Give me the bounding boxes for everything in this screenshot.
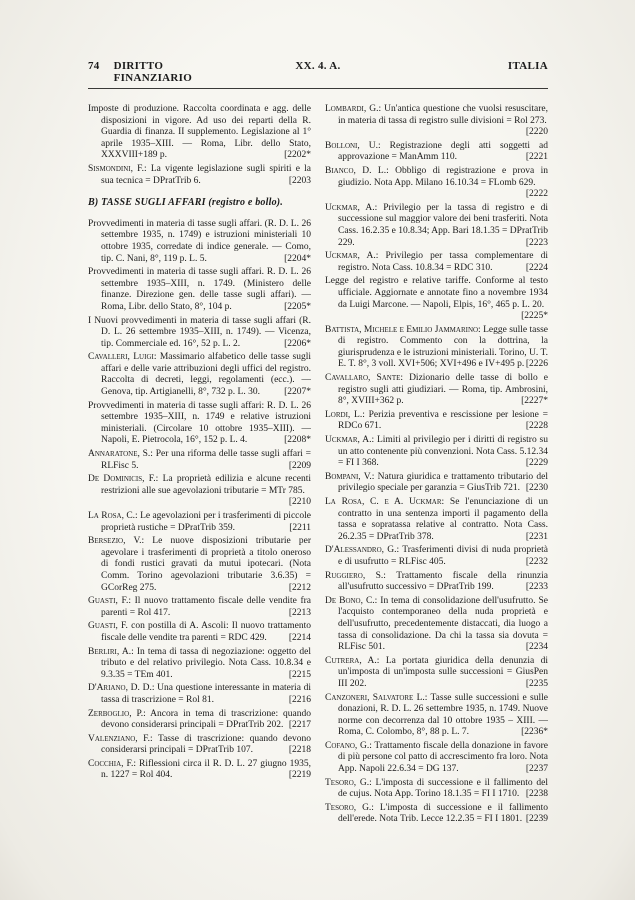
entry-ref-number: [2207* — [284, 387, 311, 398]
entry-ref-number: [2238 — [525, 789, 548, 800]
entry-text: Tasse sulle successioni e sulle donazioni, R. D. L. 26 settembre 1935, n. 1749. Nuove norme con decorrenza dal 10 ottobre 1935 – XIII. — Roma, C. Colombo, 8°, 88 p. L. 7. — [338, 692, 548, 738]
entry-ref-number: [2215 — [288, 669, 311, 680]
bibliography-entry — [88, 449, 311, 472]
entry-author: Tesoro, G.: — [325, 802, 374, 813]
section-code: XX. 4. A. — [295, 60, 341, 72]
bibliography-entry — [88, 267, 311, 313]
bibliography-columns — [88, 104, 548, 828]
entry-author: Bolloni, U.: — [325, 140, 381, 151]
header-rule — [88, 88, 548, 89]
entry-ref-number: [2230 — [525, 483, 548, 494]
entry-text: L'imposta di successione e il fallimento del de cujus. Nota App. Torino 18.1.35 = FI I 1710. — [338, 777, 548, 800]
entry-text: Tasse di trascrizione: quando devono considerarsi principali = DPratTrib 107. — [101, 733, 311, 756]
entry-author: D'Alessandro, G.: — [325, 545, 400, 556]
entry-text: Limiti al privilegio per i diritti di registro su un atto contenente più convenzioni. Nota Cass. 5.12.34 = FI I 368. — [338, 435, 548, 469]
entry-author: Sismondini, F.: — [88, 163, 147, 174]
page-header — [88, 60, 548, 84]
entry-text: Dizionario delle tasse di bollo e registro sugli atti giudiziari. — Roma, tip. Ambrosini, 8°, XVIII+362 p. — [338, 373, 548, 407]
entry-ref-number: [2206* — [284, 338, 311, 349]
entry-text: Natura giuridica e trattamento tributario del privilegio speciale per garanzia = GiusTrib 721. — [338, 471, 548, 494]
entry-author: Guasti, F.: — [88, 596, 132, 607]
entry-ref-number: [2236* — [521, 727, 548, 738]
entry-text: con postilla di A. Ascoli: Il nuovo trattamento fiscale delle vendite tra parenti = RDC 429. — [101, 621, 311, 643]
entry-ref-number: [2220 — [525, 127, 548, 138]
entry-author: Battista, Michele e Emilio Jammarino: — [325, 324, 481, 335]
entry-ref-number: [2224 — [525, 262, 548, 273]
entry-ref-number: [2203 — [288, 175, 311, 186]
entry-author: La Rosa, C. e A. Uckmar: — [325, 497, 445, 507]
entry-text: La portata giuridica della denunzia di un'imposta di un'imposta sulle successioni = GiusPen III 202. — [338, 655, 548, 689]
entry-ref-number: [2239 — [525, 814, 548, 825]
entry-author: Ruggiero, S.: — [325, 570, 386, 581]
entry-author: Uckmar, A.: — [325, 435, 375, 446]
bibliography-entry — [325, 276, 548, 322]
bibliography-entry — [325, 472, 548, 495]
entry-author: De Dominicis, F.: — [88, 474, 159, 485]
entry-ref-number: [2211 — [289, 522, 311, 533]
entry-author: Cofano, G.: — [325, 740, 372, 751]
entry-text: Obbligo di registrazione e prova in giudizio. Nota App. Milano 16.10.34 = FLomb 629. — [338, 165, 548, 188]
entry-text: I Nuovi provvedimenti in materia di tasse sugli affari (R. D. L. 26 settembre 1935–XIII, n. 1749). — Vicenza, tip. Commerciale ed. 16°, 52 p. L. 2. — [88, 315, 311, 349]
bibliography-entry — [325, 325, 548, 371]
entry-ref-number: [2202* — [284, 150, 311, 161]
bibliography-entry — [325, 435, 548, 470]
country-label: ITALIA — [507, 60, 548, 72]
entry-author: Canzoneri, Salvatore L.: — [325, 692, 428, 703]
bibliography-entry — [88, 316, 311, 351]
bibliography-entry — [325, 596, 548, 654]
entry-text: Le agevolazioni per i trasferimenti di piccole proprietà rustiche = DPratTrib 359. — [101, 511, 311, 533]
entry-ref-number: [2219 — [288, 770, 311, 781]
bibliography-entry — [88, 352, 311, 398]
entry-text: La proprietà edilizia e alcune recenti restrizioni alle sue agevolazioni tributarie = MTr 785. — [101, 474, 311, 496]
entry-ref-number: [2212 — [288, 582, 311, 593]
entry-text: La vigente legislazione sugli spiriti e la sua tecnica = DPratTrib 6. — [101, 163, 311, 186]
entry-ref-number: [2222 — [525, 189, 548, 200]
entry-ref-number: [2232 — [525, 556, 548, 567]
entry-ref-number: [2233 — [525, 582, 548, 593]
entry-text: Legge del registro e relative tariffe. Conforme al testo ufficiale. Aggiornate e annotate fino a novembre 1934 da Luigi Marcone. — Napoli, Elpis, 16°, 465 p. L. 20. — [325, 276, 548, 310]
entry-text: Provvedimenti in materia di tasse sugli affari. (R. D. L. 26 settembre 1935, n. 1749) e istruzioni ministeriali 10 ottobre 1935, corredate di indice generale. — Como, tip. C. Nani, 8°, 119 p. L. 5. — [88, 218, 311, 264]
bibliography-entry — [88, 596, 311, 619]
entry-text: Perizia preventiva e rescissione per lesione = RDCo 671. — [338, 409, 548, 432]
entry-author: D'Ariano, D. D.: — [88, 683, 155, 694]
header-left-group — [88, 60, 241, 84]
entry-text: Provvedimenti in materia di tasse sugli affari. R. D. L. 26 settembre 1935–XIII, n. 1749. (Ministero delle finanze. Direzione gen. delle tasse sugli affari). — Roma, Libr. dello Stato, 8°, 104 p. — [88, 267, 311, 312]
entry-ref-number: [2234 — [525, 642, 548, 653]
entry-ref-number: [2225* — [521, 311, 548, 322]
entry-text: Una questione interessante in materia di tassa di trascrizione = Rol 81. — [101, 683, 311, 705]
bibliography-entry — [88, 647, 311, 682]
right-column — [325, 104, 548, 828]
bibliography-entry — [88, 536, 311, 594]
entry-ref-number: [2208* — [284, 435, 311, 446]
entry-ref-number: [2229 — [525, 458, 548, 469]
entry-author: Cocchia, F.: — [88, 758, 137, 769]
bibliography-entry — [325, 803, 548, 826]
entry-ref-number: [2217 — [288, 720, 311, 731]
entry-text: Trattamento fiscale della rinunzia all'usufrutto successivo = DPratTrib 199. — [338, 570, 548, 593]
bibliography-entry — [88, 709, 311, 732]
bibliography-entry — [88, 621, 311, 644]
bibliography-entry — [88, 164, 311, 187]
entry-text: L'imposta di successione e il fallimento dell'erede. Nota Trib. Lecce 12.2.35 = FI I 1801. — [338, 802, 548, 825]
entry-author: Bompani, V.: — [325, 471, 375, 482]
entry-text: Provvedimenti in materia di tasse sugli affari: R. D. L. 26 settembre 1935–XIII, n. 1749 e relative istruzioni ministeriali. (Circolare 10 ottobre 1935–XIII). — Napoli, E. Pietrocola, 16°, 152 p. L. 4. — [88, 400, 311, 446]
entry-author: Guasti, F. — [88, 621, 128, 632]
entry-author: Cutrera, A.: — [325, 655, 380, 666]
entry-author: Lombardi, G.: — [325, 104, 382, 114]
bibliography-entry — [325, 656, 548, 691]
entry-author: Cavallaro, Sante: — [325, 373, 404, 384]
entry-ref-number: [2221 — [525, 152, 548, 163]
entry-text: Le nuove disposizioni tributarie per agevolare i trasferimenti di proprietà a titolo oneroso di fondi rustici gravati da mutui ipotecari. (Nota Comm. Torino agevolazioni tributarie 3.6.35) = GCorReg 275. — [101, 536, 311, 593]
entry-text: Se l'enunciazione di un contratto in una sentenza importi il pagamento della tassa e sopratassa relative al contratto. Nota Cass. 26.2.35 = DPratTrib 378. — [338, 497, 548, 542]
entry-ref-number: [2227* — [521, 396, 548, 407]
entry-author: Uckmar, A.: — [325, 251, 379, 262]
bibliography-entry — [88, 683, 311, 706]
entry-author: Bersezio, V.: — [88, 536, 145, 547]
entry-text: Trattamento fiscale della donazione in favore di più persone col patto di accrescimento fra loro. Nota App. Napoli 22.6.34 = DG 137. — [338, 740, 548, 775]
bibliography-entry — [88, 104, 311, 162]
bibliography-entry — [88, 759, 311, 782]
entry-author: Lordi, L.: — [325, 409, 365, 420]
entry-author: Berliri, A.: — [88, 646, 134, 657]
entry-author: Annaratone, S.: — [88, 449, 153, 460]
bibliography-entry — [325, 166, 548, 201]
bibliography-entry — [325, 373, 548, 408]
bibliography-entry — [325, 497, 548, 543]
entry-author: Bianco, D. L.: — [325, 165, 389, 176]
bibliography-entry — [325, 251, 548, 274]
entry-author: Tesoro, G.: — [325, 777, 372, 788]
entry-ref-number: [2204* — [284, 253, 311, 264]
entry-ref-number: [2216 — [288, 694, 311, 705]
bibliography-entry — [88, 474, 311, 509]
entry-ref-number: [2228 — [525, 421, 548, 432]
entry-ref-number: [2218 — [288, 745, 311, 756]
bibliography-entry — [325, 203, 548, 249]
entry-ref-number: [2226 — [525, 359, 548, 370]
entry-text: Trasferimenti divisi di nuda proprietà e di usufrutto = RLFisc 405. — [338, 545, 548, 567]
left-column — [88, 104, 311, 828]
entry-text: Legge sulle tasse di registro. Commento con la dottrina, la giurisprudenza e le istruzioni ministeriali. Torino, U. T. E. T. 8°, 3 voll. XVI+506; XVI+496 e IV+495 p. — [338, 324, 548, 370]
bibliography-entry — [88, 401, 311, 447]
entry-ref-number: [2209 — [288, 460, 311, 471]
entry-author: La Rosa, C.: — [88, 511, 138, 521]
entry-text: Privilegio per tassa complementare di registro. Nota Cass. 10.8.34 = RDC 310. — [338, 251, 548, 273]
bibliography-entry — [325, 104, 548, 139]
bibliography-entry — [325, 693, 548, 739]
page-number: 74 — [88, 60, 100, 72]
entry-text: Privilegio per la tassa di registro e di successione sul maggior valore dei beni trasferiti. Nota Cass. 16.2.35 e 10.8.34; App. Bari 18.1.35 = DPratTrib 229. — [338, 202, 548, 248]
bibliography-entry — [325, 778, 548, 801]
bibliography-entry — [325, 571, 548, 594]
entry-text: Il nuovo trattamento fiscale delle vendite fra parenti = Rol 417. — [101, 596, 311, 618]
entry-ref-number: [2205* — [284, 301, 311, 312]
entry-ref-number: [2231 — [525, 531, 548, 542]
entry-author: Zerboglio, P.: — [88, 708, 146, 719]
entry-text: Un'antica questione che vuolsi resuscitare, in materia di tassa di registro sulle divisioni = Rol 273. — [338, 104, 548, 126]
entry-text: In tema di tassa di negoziazione: oggetto del tributo e del relativo privilegio. Nota Cass. 10.8.34 e 9.3.35 = TEm 401. — [101, 646, 311, 680]
entry-ref-number: [2213 — [288, 607, 311, 618]
entry-ref-number: [2210 — [288, 497, 311, 508]
entry-author: De Bono, C.: — [325, 595, 378, 606]
entry-author: Valenziano, F.: — [88, 733, 153, 744]
bibliography-entry — [88, 511, 311, 534]
entry-ref-number: [2214 — [288, 632, 311, 643]
entry-text: Massimario alfabetico delle tasse sugli affari e delle varie attribuzioni degli uffici del registro. Raccolta di decreti, leggi, regolamenti (ecc.). — Genova, tip. Artigianelli, 8°, 732 p. L. 30. — [101, 352, 311, 398]
entry-text: Registrazione degli atti soggetti ad approvazione = ManAmm 110. — [338, 140, 548, 163]
entry-author: Cavalleri, Luigi: — [88, 352, 157, 363]
section-heading: B) TASSE SUGLI AFFARI (registro e bollo). — [88, 197, 284, 209]
bibliography-entry — [325, 141, 548, 164]
entry-text: Riflessioni circa il R. D. L. 27 giugno 1935, n. 1227 = Rol 404. — [101, 758, 311, 781]
entry-ref-number: [2223 — [525, 237, 548, 248]
entry-text: Imposte di produzione. Raccolta coordinata e agg. delle disposizioni in vigore. Ad uso dei reparti della R. Guardia di finanza. II supplemento. Legislazione al 1° aprile 1935–XIII. — Roma, Libr. dello Stato, XXXVIII+189 p. — [88, 104, 311, 161]
bibliography-entry — [325, 545, 548, 568]
entry-text: Ancora in tema di trascrizione: quando devono considerarsi principali = DPratTrib 202. — [101, 708, 311, 731]
entry-ref-number: [2235 — [525, 678, 548, 689]
journal-title: DIRITTO FINANZIARIO — [113, 60, 193, 84]
entry-ref-number: [2237 — [525, 764, 548, 775]
bibliography-entry — [325, 741, 548, 776]
entry-author: Uckmar, A.: — [325, 202, 378, 213]
bibliography-entry — [88, 219, 311, 265]
entry-text: Per una riforma delle tasse sugli affari = RLFisc 5. — [101, 449, 311, 471]
bibliography-entry — [325, 410, 548, 433]
bibliography-entry — [88, 734, 311, 757]
entry-text: In tema di consolidazione dell'usufrutto. Se l'acquisto contemporaneo della nuda proprietà e dell'usufrutto, precedentemente distaccati, dia luogo a tassa di consolidazione. Da chi la tassa sia dovuta = RLFisc 501. — [338, 595, 548, 653]
